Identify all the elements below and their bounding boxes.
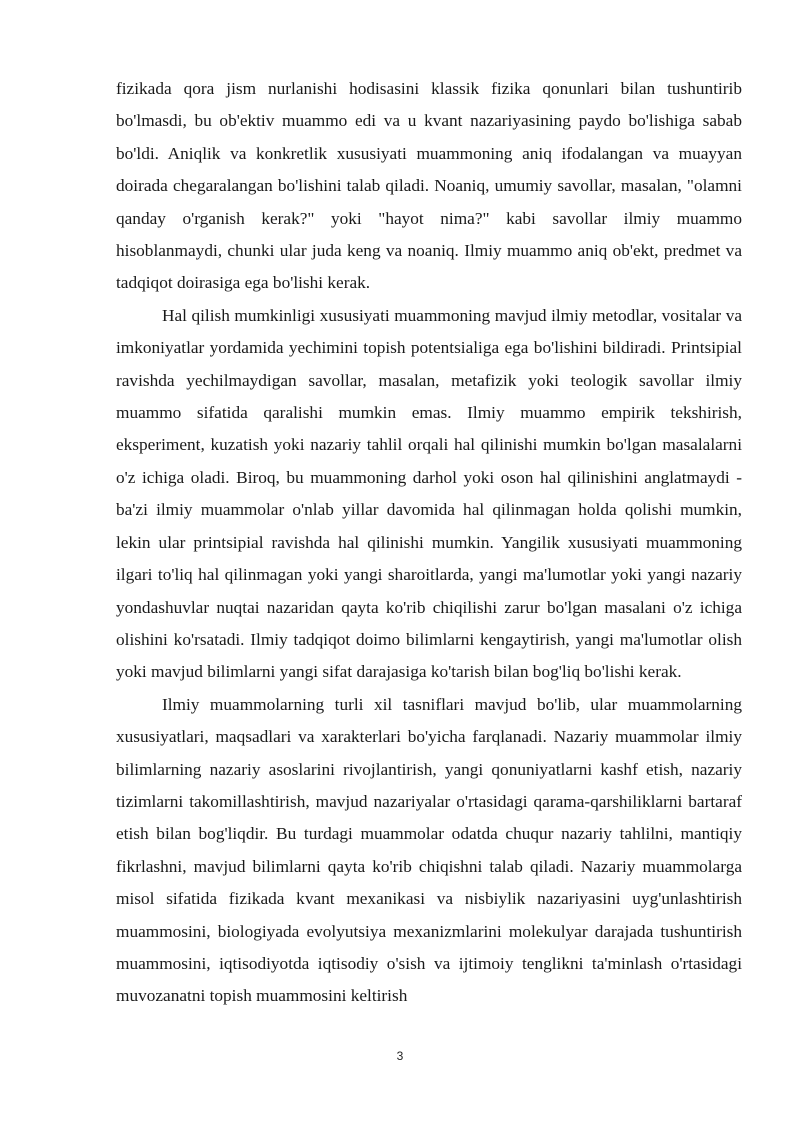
- paragraph-classification: Ilmiy muammolarning turli xil tasniflari mavjud bo'lib, ular muammolarning xususiyatlari, maqsadlari va xarakterlari bo'yicha farqlanadi. Nazariy muammolar ilmiy bilimlarning nazariy asoslarini rivojlantirish, yangi qonuniyatlarni kashf etish, nazariy tizimlarni takomillashtirish, mavjud nazariyalar o'rtasidagi qarama-qarshiliklarni bartaraf etish bilan bog'liqdir. Bu turdagi muammolar odatda chuqur nazariy tahlilni, mantiqiy fikrlashni, mavjud bilimlarni qayta ko'rib chiqishni talab qiladi. Nazariy muammolarga misol sifatida fizikada kvant mexanikasi va nisbiylik nazariyasini uyg'unlashtirish muammosini, biologiyada evolyutsiya mexanizmlarini molekulyar darajada tushuntirish muammosini, iqtisodiyotda iqtisodiy o'sish va ijtimoiy tenglikni ta'minlash o'rtasidagi muvozanatni topish muammosini keltirish: [116, 694, 742, 1006]
- paragraph-solvability: Hal qilish mumkinligi xususiyati muammoning mavjud ilmiy metodlar, vositalar va imkoniyatlar yordamida yechimini topish potentsialiga ega bo'lishini bildiradi. Printsipial ravishda yechilmaydigan savollar, masalan, metafizik yoki teologik savollar ilmiy muammo sifatida qaralishi mumkin emas. Ilmiy muammo empirik tekshirish, eksperiment, kuzatish yoki nazariy tahlil orqali hal qilinishi mumkin bo'lgan masalalarni o'z ichiga oladi. Biroq, bu muammoning darhol yoki oson hal qilinishini anglatmaydi - ba'zi ilmiy muammolar o'nlab yillar davomida hal qilinmagan holda qolishi mumkin, lekin ular printsipial ravishda hal qilinishi mumkin. Yangilik xususiyati muammoning ilgari to'liq hal qilinmagan yoki yangi sharoitlarda, yangi ma'lumotlar yoki yangi nazariy yondashuvlar nuqtai nazaridan qayta ko'rib chiqilishi zarur bo'lgan masalani o'z ichiga olishini ko'rsatadi. Ilmiy tadqiqot doimo bilimlarni kengaytirish, yangi ma'lumotlar olish yoki mavjud bilimlarni yangi sifat darajasiga ko'tarish bilan bog'liq bo'lishi kerak.: [116, 305, 742, 682]
- document-body: [116, 73, 742, 1013]
- paragraph-continuation: fizikada qora jism nurlanishi hodisasini klassik fizika qonunlari bilan tushuntirib bo'lmasdi, bu ob'ektiv muammo edi va u kvant nazariyasining paydo bo'lishiga sabab bo'ldi. Aniqlik va konkretlik xususiyati muammoning aniq ifodalangan va muayyan doirada chegaralangan bo'lishini talab qiladi. Noaniq, umumiy savollar, masalan, "olamni qanday o'rganish kerak?" yoki "hayot nima?" kabi savollar ilmiy muammo hisoblanmaydi, chunki ular juda keng va noaniq. Ilmiy muammo aniq ob'ekt, predmet va tadqiqot doirasiga ega bo'lishi kerak.: [116, 79, 742, 293]
- page-number: 3: [396, 1049, 404, 1063]
